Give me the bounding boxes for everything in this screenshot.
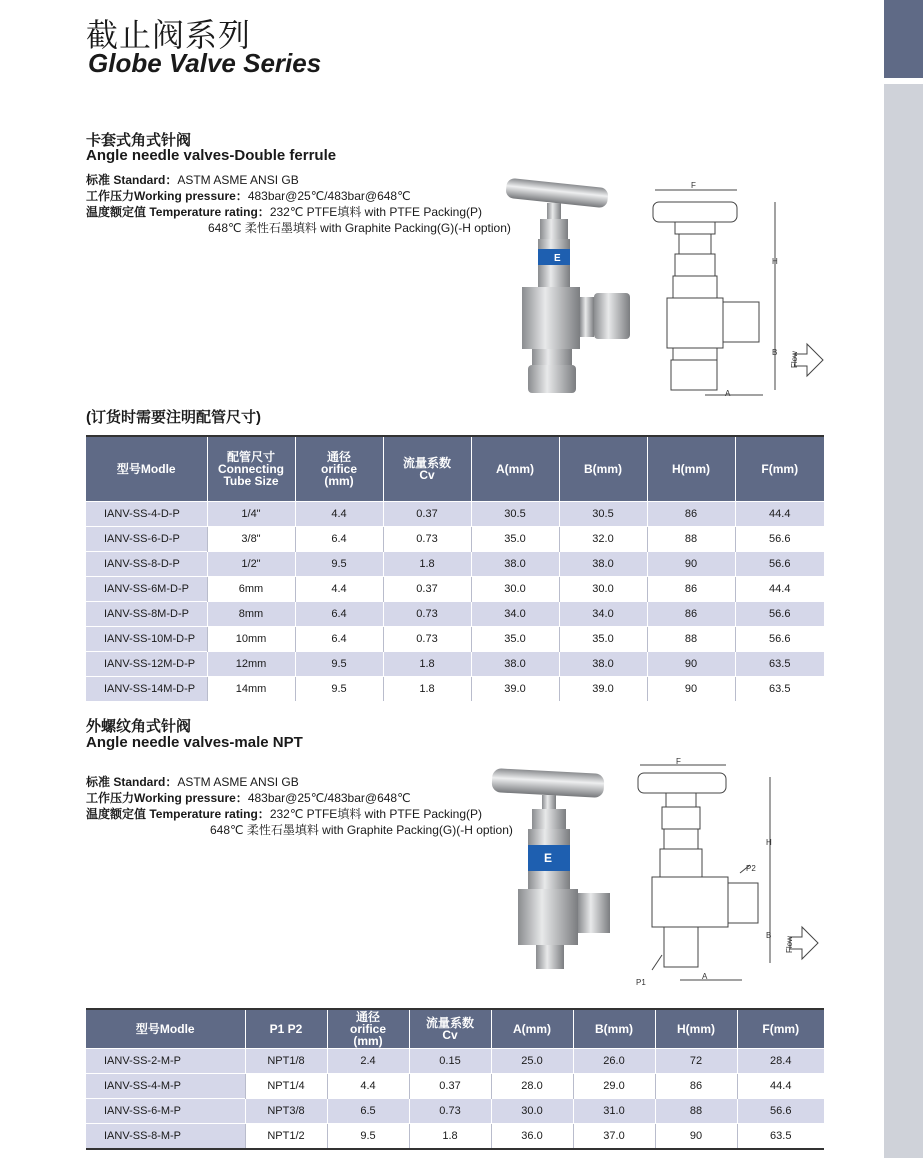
value-cell: 1.8 <box>409 1123 491 1148</box>
table1-header-cell: 型号Modle <box>86 437 207 501</box>
page-title-cn: 截止阀系列 <box>86 17 252 53</box>
spec2-temp-value: 232℃ PTFE填料 with PTFE Packing(P) <box>269 807 483 821</box>
spec-pressure-label: 工作压力Working pressure： <box>86 189 248 203</box>
table1-body <box>86 501 824 701</box>
value-cell: 1.8 <box>383 676 471 701</box>
table2-body <box>86 1048 824 1148</box>
spec-standard-label: 标准 Standard： <box>86 173 178 187</box>
value-cell: 0.73 <box>383 526 471 551</box>
spec2-temp-value2: 648℃ 柔性石墨填料 with Graphite Packing(G)(-H option) <box>210 823 513 837</box>
table-row <box>86 526 824 551</box>
value-cell: 1/2" <box>207 551 295 576</box>
model-cell: IANV-SS-6-D-P <box>86 526 207 551</box>
value-cell: 30.0 <box>471 576 559 601</box>
dim-H-label: H <box>772 257 778 266</box>
side-tab-light <box>884 84 923 1158</box>
svg-text:E: E <box>544 851 553 865</box>
value-cell: 38.0 <box>559 651 647 676</box>
valve-photo-male-npt <box>488 765 618 980</box>
table1-header-cell: H(mm) <box>647 437 735 501</box>
value-cell: 56.6 <box>735 626 824 651</box>
model-cell: IANV-SS-14M-D-P <box>86 676 207 701</box>
value-cell: 2.4 <box>327 1048 409 1073</box>
table1-header-row <box>86 437 824 501</box>
technical-drawing-double-ferrule <box>645 180 835 405</box>
value-cell: 90 <box>647 676 735 701</box>
value-cell: 30.5 <box>471 501 559 526</box>
value-cell: 32.0 <box>559 526 647 551</box>
value-cell: 38.0 <box>471 551 559 576</box>
value-cell: 56.6 <box>735 551 824 576</box>
value-cell: 34.0 <box>471 601 559 626</box>
value-cell: 86 <box>647 576 735 601</box>
value-cell: 14mm <box>207 676 295 701</box>
model-cell: IANV-SS-12M-D-P <box>86 651 207 676</box>
model-cell: IANV-SS-6M-D-P <box>86 576 207 601</box>
value-cell: 30.0 <box>491 1098 573 1123</box>
dim2-P1-label: P1 <box>636 978 646 987</box>
value-cell: 37.0 <box>573 1123 655 1148</box>
page-title-en: Globe Valve Series <box>88 48 322 78</box>
spec-table-male-npt <box>86 1010 824 1148</box>
section1-title-en: Angle needle valves-Double ferrule <box>86 147 337 164</box>
value-cell: 30.5 <box>559 501 647 526</box>
value-cell: 0.73 <box>383 626 471 651</box>
value-cell: 0.37 <box>383 501 471 526</box>
value-cell: 88 <box>647 626 735 651</box>
side-tab-dark <box>884 0 923 78</box>
value-cell: 36.0 <box>491 1123 573 1148</box>
table1-header-cell: 配管尺寸 Connecting Tube Size <box>207 437 295 501</box>
value-cell: 6mm <box>207 576 295 601</box>
value-cell: 28.4 <box>737 1048 824 1073</box>
value-cell: 0.73 <box>383 601 471 626</box>
value-cell: 3/8" <box>207 526 295 551</box>
model-cell: IANV-SS-8-M-P <box>86 1123 245 1148</box>
value-cell: 44.4 <box>737 1073 824 1098</box>
section2-specs <box>86 774 513 838</box>
table1-header-cell: 流量系数 Cv <box>383 437 471 501</box>
table1-header-cell: B(mm) <box>559 437 647 501</box>
model-cell: IANV-SS-4-D-P <box>86 501 207 526</box>
table-row <box>86 676 824 701</box>
value-cell: NPT1/2 <box>245 1123 327 1148</box>
value-cell: 56.6 <box>735 526 824 551</box>
value-cell: 1/4" <box>207 501 295 526</box>
table1-header-cell: F(mm) <box>735 437 824 501</box>
table2-header-cell: 通径 orifice (mm) <box>327 1010 409 1048</box>
section2-title-en: Angle needle valves-male NPT <box>86 734 303 751</box>
dim-A-label: A <box>725 389 731 398</box>
value-cell: 29.0 <box>573 1073 655 1098</box>
dim2-A-label: A <box>702 972 708 981</box>
value-cell: 90 <box>647 551 735 576</box>
value-cell: 6.4 <box>295 626 383 651</box>
value-cell: 35.0 <box>471 626 559 651</box>
model-cell: IANV-SS-8M-D-P <box>86 601 207 626</box>
table-row <box>86 501 824 526</box>
model-cell: IANV-SS-6-M-P <box>86 1098 245 1123</box>
value-cell: 72 <box>655 1048 737 1073</box>
value-cell: 9.5 <box>295 551 383 576</box>
table-row <box>86 1098 824 1123</box>
flow2-label: Flow <box>785 936 794 953</box>
spec-table-double-ferrule <box>86 437 824 701</box>
value-cell: NPT1/8 <box>245 1048 327 1073</box>
dim2-F-label: F <box>676 757 681 766</box>
table2-header-cell: P1 P2 <box>245 1010 327 1048</box>
value-cell: 86 <box>647 501 735 526</box>
spec-standard-value: ASTM ASME ANSI GB <box>177 173 299 187</box>
table2-header-cell: 型号Modle <box>86 1010 245 1048</box>
value-cell: 0.73 <box>409 1098 491 1123</box>
table-row <box>86 601 824 626</box>
spec-pressure-value: 483bar@25℃/483bar@648℃ <box>247 189 411 203</box>
value-cell: 90 <box>647 651 735 676</box>
table-row <box>86 1048 824 1073</box>
value-cell: 88 <box>655 1098 737 1123</box>
value-cell: 31.0 <box>573 1098 655 1123</box>
value-cell: 39.0 <box>559 676 647 701</box>
table2-header-cell: A(mm) <box>491 1010 573 1048</box>
value-cell: 44.4 <box>735 576 824 601</box>
dim2-H-label: H <box>766 838 772 847</box>
value-cell: 38.0 <box>471 651 559 676</box>
table-row <box>86 576 824 601</box>
spec2-temp-label: 温度额定值 Temperature rating： <box>86 807 270 821</box>
value-cell: 9.5 <box>295 651 383 676</box>
value-cell: 12mm <box>207 651 295 676</box>
value-cell: 86 <box>647 601 735 626</box>
table-row <box>86 651 824 676</box>
value-cell: 34.0 <box>559 601 647 626</box>
table2-header-row <box>86 1010 824 1048</box>
table1-header-cell: A(mm) <box>471 437 559 501</box>
svg-text:E: E <box>554 253 561 264</box>
spec2-pressure-value: 483bar@25℃/483bar@648℃ <box>247 791 411 805</box>
value-cell: 38.0 <box>559 551 647 576</box>
value-cell: 8mm <box>207 601 295 626</box>
flow-label: Flow <box>790 351 799 368</box>
section1-title-cn: 卡套式角式针阀 <box>86 132 192 149</box>
model-cell: IANV-SS-10M-D-P <box>86 626 207 651</box>
value-cell: 86 <box>655 1073 737 1098</box>
value-cell: NPT3/8 <box>245 1098 327 1123</box>
model-cell: IANV-SS-4-M-P <box>86 1073 245 1098</box>
valve-photo-double-ferrule <box>500 175 640 400</box>
value-cell: 63.5 <box>735 651 824 676</box>
value-cell: 4.4 <box>295 501 383 526</box>
table-row <box>86 551 824 576</box>
section2-title-cn: 外螺纹角式针阀 <box>86 718 192 735</box>
value-cell: 63.5 <box>735 676 824 701</box>
value-cell: 25.0 <box>491 1048 573 1073</box>
table-row <box>86 1123 824 1148</box>
model-cell: IANV-SS-8-D-P <box>86 551 207 576</box>
table2-header-cell: B(mm) <box>573 1010 655 1048</box>
value-cell: 4.4 <box>295 576 383 601</box>
value-cell: 30.0 <box>559 576 647 601</box>
order-note: (订货时需要注明配管尺寸) <box>86 409 261 426</box>
spec-temp-value2: 648℃ 柔性石墨填料 with Graphite Packing(G)(-H option) <box>208 221 511 235</box>
spec-temp-value: 232℃ PTFE填料 with PTFE Packing(P) <box>269 205 483 219</box>
value-cell: 35.0 <box>559 626 647 651</box>
value-cell: 9.5 <box>327 1123 409 1148</box>
value-cell: 6.5 <box>327 1098 409 1123</box>
value-cell: 44.4 <box>735 501 824 526</box>
value-cell: 6.4 <box>295 601 383 626</box>
table2-header-cell: 流量系数 Cv <box>409 1010 491 1048</box>
model-cell: IANV-SS-2-M-P <box>86 1048 245 1073</box>
value-cell: 88 <box>647 526 735 551</box>
value-cell: 35.0 <box>471 526 559 551</box>
table2-header-cell: F(mm) <box>737 1010 824 1048</box>
value-cell: 6.4 <box>295 526 383 551</box>
spec2-pressure-label: 工作压力Working pressure： <box>86 791 248 805</box>
value-cell: 28.0 <box>491 1073 573 1098</box>
spec2-standard-label: 标准 Standard： <box>86 775 178 789</box>
table2-header-cell: H(mm) <box>655 1010 737 1048</box>
spec-temp-label: 温度额定值 Temperature rating： <box>86 205 270 219</box>
spec2-standard-value: ASTM ASME ANSI GB <box>177 775 299 789</box>
value-cell: 26.0 <box>573 1048 655 1073</box>
value-cell: 4.4 <box>327 1073 409 1098</box>
value-cell: 0.37 <box>383 576 471 601</box>
dim-B-label: B <box>772 348 778 357</box>
value-cell: 9.5 <box>295 676 383 701</box>
value-cell: 39.0 <box>471 676 559 701</box>
value-cell: 10mm <box>207 626 295 651</box>
table-row <box>86 1073 824 1098</box>
value-cell: 0.15 <box>409 1048 491 1073</box>
value-cell: 0.37 <box>409 1073 491 1098</box>
dim2-P2-label: P2 <box>746 864 756 873</box>
value-cell: 56.6 <box>735 601 824 626</box>
table1-header-cell: 通径 orifice (mm) <box>295 437 383 501</box>
dim-F-label: F <box>691 181 696 190</box>
value-cell: NPT1/4 <box>245 1073 327 1098</box>
value-cell: 56.6 <box>737 1098 824 1123</box>
value-cell: 1.8 <box>383 651 471 676</box>
section1-specs <box>86 172 511 236</box>
technical-drawing-male-npt <box>632 755 832 990</box>
table-row <box>86 626 824 651</box>
value-cell: 63.5 <box>737 1123 824 1148</box>
dim2-B-label: B <box>766 931 772 940</box>
value-cell: 1.8 <box>383 551 471 576</box>
value-cell: 90 <box>655 1123 737 1148</box>
